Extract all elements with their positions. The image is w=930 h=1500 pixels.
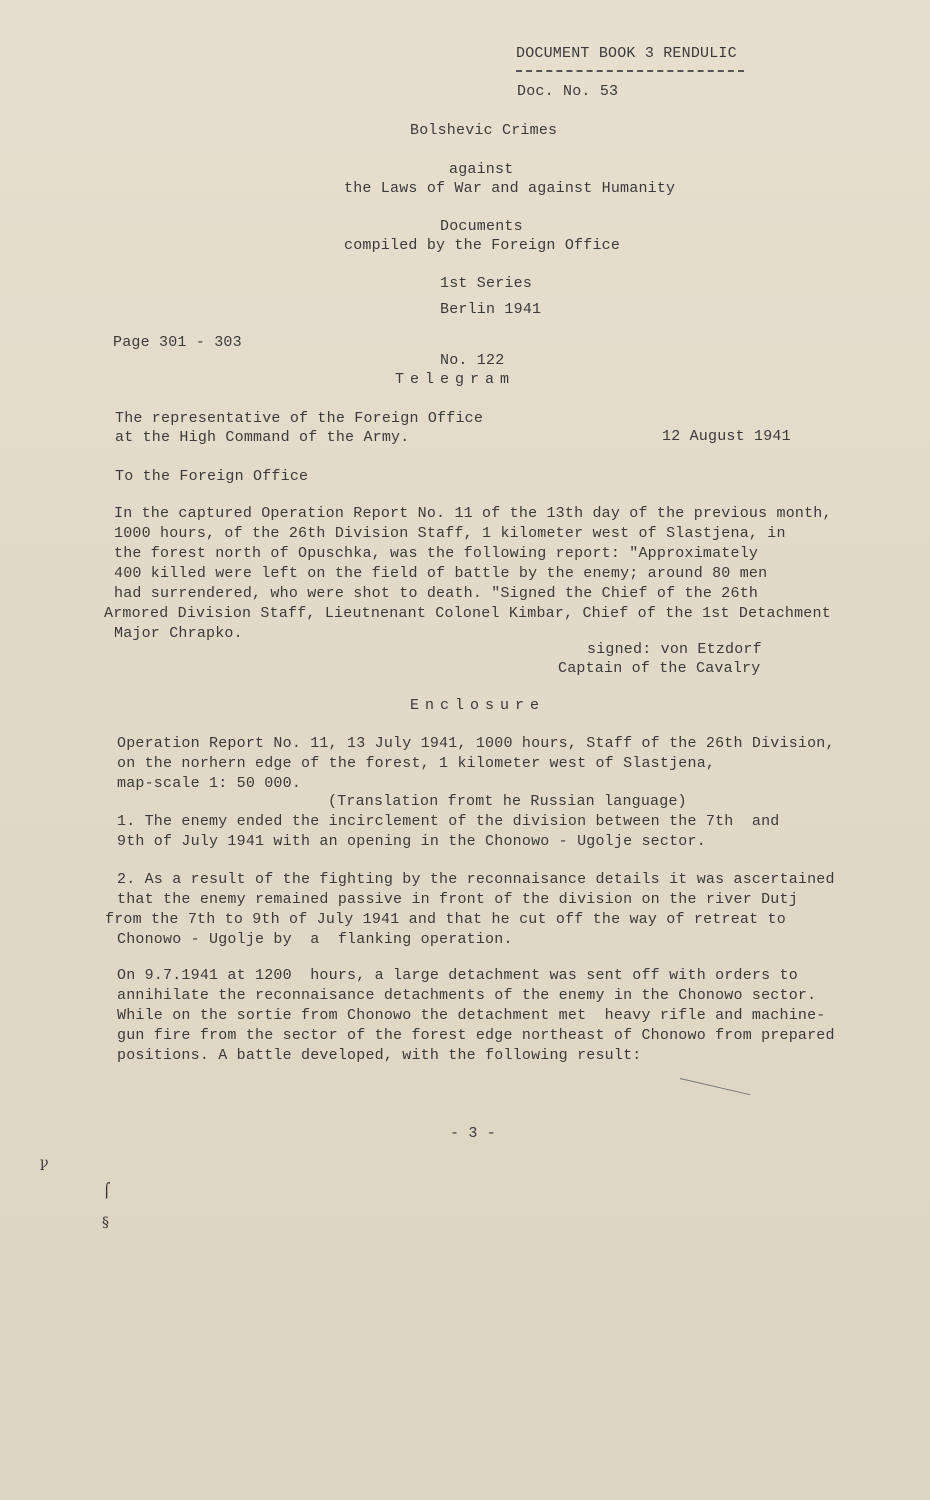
text-line: annihilate the reconnaisance detachments of the enemy in the Chonowo sector. [117,987,817,1004]
page-number: - 3 - [450,1125,497,1142]
text-line: Major Chrapko. [114,625,243,642]
source-title-line2: against [449,161,514,178]
enclosure-heading: Enclosure [410,697,546,714]
text-line: Armored Division Staff, Lieutnenant Colonel Kimbar, Chief of the 1st Detachment [104,605,831,622]
text-line: Chonowo - Ugolje by a flanking operation. [117,931,513,948]
item-1-paragraph [117,812,780,852]
item-2-paragraph [105,870,835,950]
text-line: map-scale 1: 50 000. [117,775,302,792]
operation-report-paragraph [117,734,835,794]
text-line: gun fire from the sector of the forest edge northeast of Chonowo from prepared [117,1027,835,1044]
document-book-label: DOCUMENT BOOK 3 RENDULIC [516,45,737,62]
source-title-line3: the Laws of War and against Humanity [344,180,676,197]
text-line: 400 killed were left on the field of battle by the enemy; around 80 men [114,565,768,582]
margin-mark: ⌠ [103,1183,111,1199]
text-line: 2. As a result of the fighting by the reconnaisance details it was ascertained [117,871,835,888]
margin-mark: ꝩ [40,1155,49,1171]
recipient: To the Foreign Office [115,468,309,485]
source-subtitle: Documents [440,218,523,235]
report-paragraph [104,504,832,644]
sender-line1: The representative of the Foreign Office [115,410,484,427]
text-line: that the enemy remained passive in front of the division on the river Dutj [117,891,798,908]
text-line: the forest north of Opuschka, was the following report: "Approximately [114,545,759,562]
text-line: On 9.7.1941 at 1200 hours, a large detachment was sent off with orders to [117,967,798,984]
margin-mark: § [102,1215,109,1231]
text-line: positions. A battle developed, with the following result: [117,1047,642,1064]
text-line: from the 7th to 9th of July 1941 and that he cut off the way of retreat to [105,911,786,928]
telegram-date: 12 August 1941 [662,428,791,445]
signature-line2: Captain of the Cavalry [558,660,761,677]
document-number: Doc. No. 53 [517,83,619,100]
source-place-year: Berlin 1941 [440,301,542,318]
text-line: In the captured Operation Report No. 11 of the 13th day of the previous month, [114,505,832,522]
header-divider [516,70,744,72]
text-line: on the norhern edge of the forest, 1 kilometer west of Slastjena, [117,755,716,772]
text-line: Operation Report No. 11, 13 July 1941, 1000 hours, Staff of the 26th Division, [117,735,835,752]
pen-stroke [680,1078,750,1095]
signature-line1: signed: von Etzdorf [587,641,762,658]
translation-note: (Translation fromt he Russian language) [328,793,687,810]
source-series: 1st Series [440,275,533,292]
source-title: Bolshevic Crimes [410,122,558,139]
battle-paragraph [117,966,835,1066]
telegram-number: No. 122 [440,352,505,369]
source-compiler: compiled by the Foreign Office [344,237,621,254]
text-line: 9th of July 1941 with an opening in the Chonowo - Ugolje sector. [117,833,706,850]
text-line: 1000 hours, of the 26th Division Staff, 1 kilometer west of Slastjena, in [114,525,786,542]
text-line: While on the sortie from Chonowo the detachment met heavy rifle and machine- [117,1007,826,1024]
telegram-heading: Telegram [395,371,516,388]
sender-line2: at the High Command of the Army. [115,429,410,446]
text-line: 1. The enemy ended the incirclement of the division between the 7th and [117,813,780,830]
page-reference: Page 301 - 303 [113,334,242,351]
text-line: had surrendered, who were shot to death. "Signed the Chief of the 26th [114,585,759,602]
